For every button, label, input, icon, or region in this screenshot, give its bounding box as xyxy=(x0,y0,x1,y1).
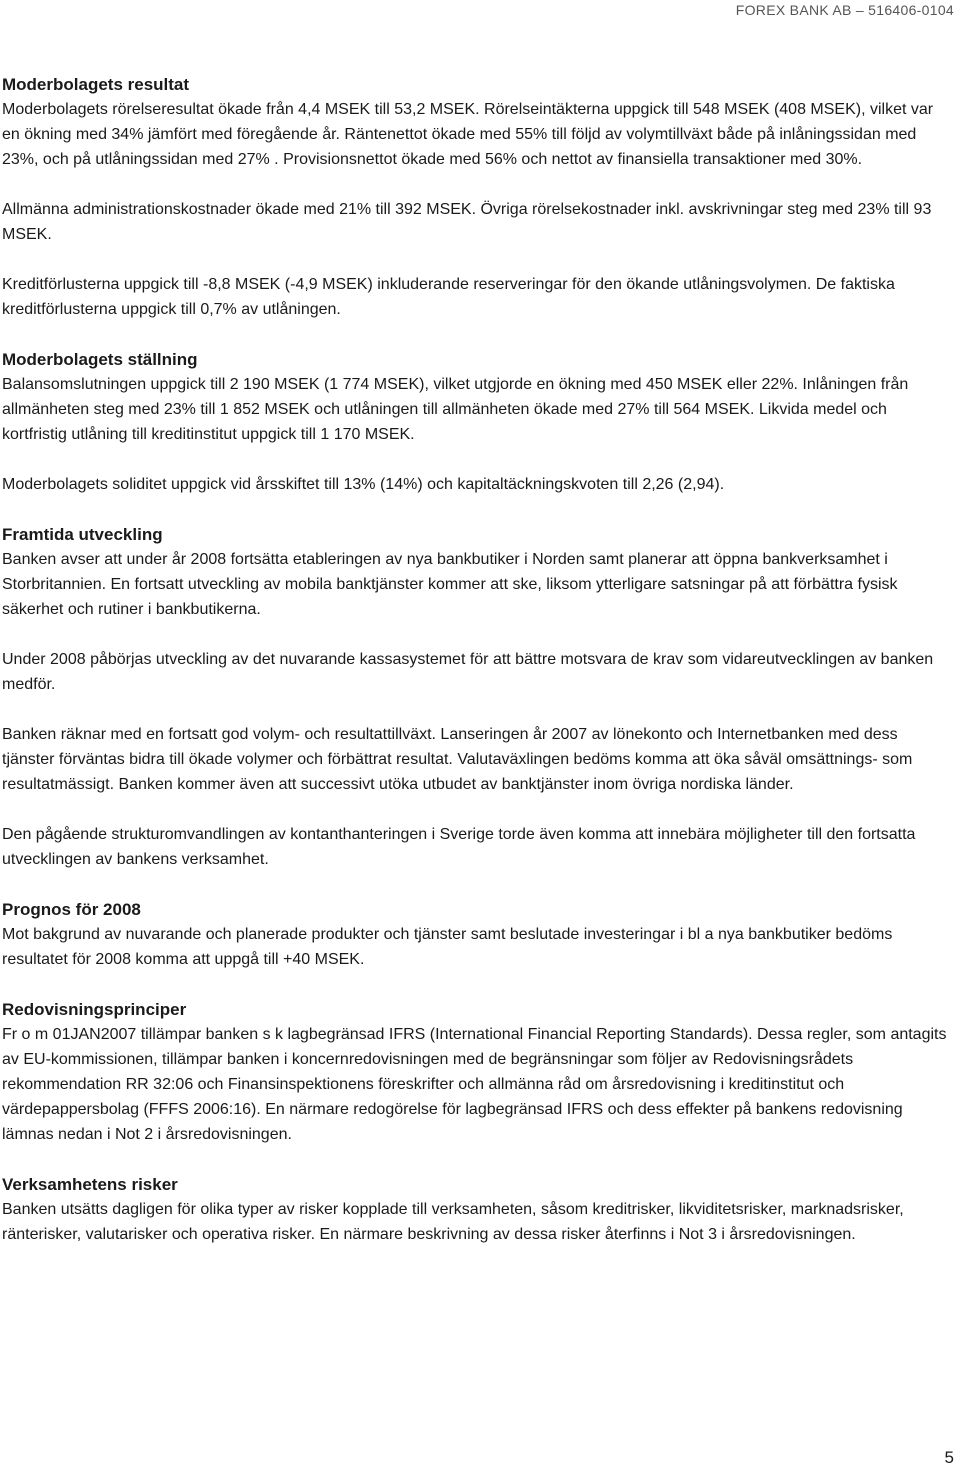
paragraph: Moderbolagets rörelseresultat ökade från 4,4 MSEK till 53,2 MSEK. Rörelseintäkterna uppgick till 548 MSEK (408 MSEK), vilket var en ökning med 34% jämfört med föregående år. Räntenettot ökade med 55% till följd av volymtillväxt både på inlåningssidan med 23%, och på utlåningssidan med 27% . Provisionsnettot ökade med 56% och nettot av finansiella transaktioner med 30%. xyxy=(2,101,934,168)
section-heading: Framtida utveckling xyxy=(2,525,163,544)
paragraph: Den pågående strukturomvandlingen av kontanthanteringen i Sverige torde även komma att innebära möjligheter till den fortsatta utvecklingen av bankens verksamhet. xyxy=(2,826,916,868)
section-heading: Moderbolagets resultat xyxy=(2,75,190,94)
paragraph: Balansomslutningen uppgick till 2 190 MSEK (1 774 MSEK), vilket utgjorde en ökning med 450 MSEK eller 22%. Inlåningen från allmänheten steg med 23% till 1 852 MSEK och utlåningen till allmänheten ökade med 27% till 564 MSEK. Likvida medel och kortfristig utlåning till kreditinstitut uppgick till 1 170 MSEK. xyxy=(2,376,909,443)
paragraph: Allmänna administrationskostnader ökade med 21% till 392 MSEK. Övriga rörelsekostnader inkl. avskrivningar steg med 23% till 93 MSEK. xyxy=(2,201,932,243)
page-number: 5 xyxy=(944,1448,954,1467)
section-heading: Verksamhetens risker xyxy=(2,1175,178,1194)
section-framtida-utveckling xyxy=(2,522,954,872)
section-moderbolagets-resultat xyxy=(2,72,954,322)
document-body xyxy=(2,72,954,1247)
page-header: FOREX BANK AB – 516406-0104 xyxy=(735,2,954,18)
paragraph: Mot bakgrund av nuvarande och planerade produkter och tjänster samt beslutade investeringar i bl a nya bankbutiker bedöms resultatet för 2008 komma att uppgå till +40 MSEK. xyxy=(2,926,893,968)
paragraph: Under 2008 påbörjas utveckling av det nuvarande kassasystemet för att bättre motsvara de krav som vidareutvecklingen av banken medför. xyxy=(2,651,934,693)
section-heading: Redovisningsprinciper xyxy=(2,1000,187,1019)
section-moderbolagets-stallning xyxy=(2,347,954,497)
section-heading: Moderbolagets ställning xyxy=(2,350,198,369)
section-verksamhetens-risker xyxy=(2,1172,954,1247)
section-heading: Prognos för 2008 xyxy=(2,900,141,919)
paragraph: Fr o m 01JAN2007 tillämpar banken s k lagbegränsad IFRS (International Financial Reporting Standards). Dessa regler, som antagits av EU-kommissionen, tillämpar banken i koncernredovisningen med de begränsningar som följer av Redovisningsrådets rekommendation RR 32:06 och Finansinspektionens föreskrifter och allmänna råd om årsredovisning i kreditinstitut och värdepappersbolag (FFFS 2006:16). En närmare redogörelse för lagbegränsad IFRS och dess effekter på bankens redovisning lämnas nedan i Not 2 i årsredovisningen. xyxy=(2,1026,947,1143)
paragraph: Moderbolagets soliditet uppgick vid årsskiftet till 13% (14%) och kapitaltäckningskvoten till 2,26 (2,94). xyxy=(2,476,725,493)
paragraph: Banken avser att under år 2008 fortsätta etableringen av nya bankbutiker i Norden samt planerar att öppna bankverksamhet i Storbritannien. En fortsatt utveckling av mobila banktjänster kommer att ske, liksom ytterligare satsningar på att förbättra fysisk säkerhet och rutiner i bankbutikerna. xyxy=(2,551,898,618)
paragraph: Banken utsätts dagligen för olika typer av risker kopplade till verksamheten, såsom kreditrisker, likviditetsrisker, marknadsrisker, ränterisker, valutarisker och operativa risker. En närmare beskrivning av dessa risker återfinns i Not 3 i årsredovisningen. xyxy=(2,1201,904,1243)
paragraph: Kreditförlusterna uppgick till -8,8 MSEK (-4,9 MSEK) inkluderande reserveringar för den ökande utlåningsvolymen. De faktiska kreditförlusterna uppgick till 0,7% av utlåningen. xyxy=(2,276,895,318)
section-redovisningsprinciper xyxy=(2,997,954,1147)
paragraph: Banken räknar med en fortsatt god volym- och resultattillväxt. Lanseringen år 2007 av lönekonto och Internetbanken med dess tjänster förväntas bidra till ökade volymer och förbättrat resultat. Valutaväxlingen bedöms komma att öka såväl omsättnings- som resultatmässigt. Banken kommer även att successivt utöka utbudet av banktjänster inom övriga nordiska länder. xyxy=(2,726,913,793)
section-prognos-2008 xyxy=(2,897,954,972)
